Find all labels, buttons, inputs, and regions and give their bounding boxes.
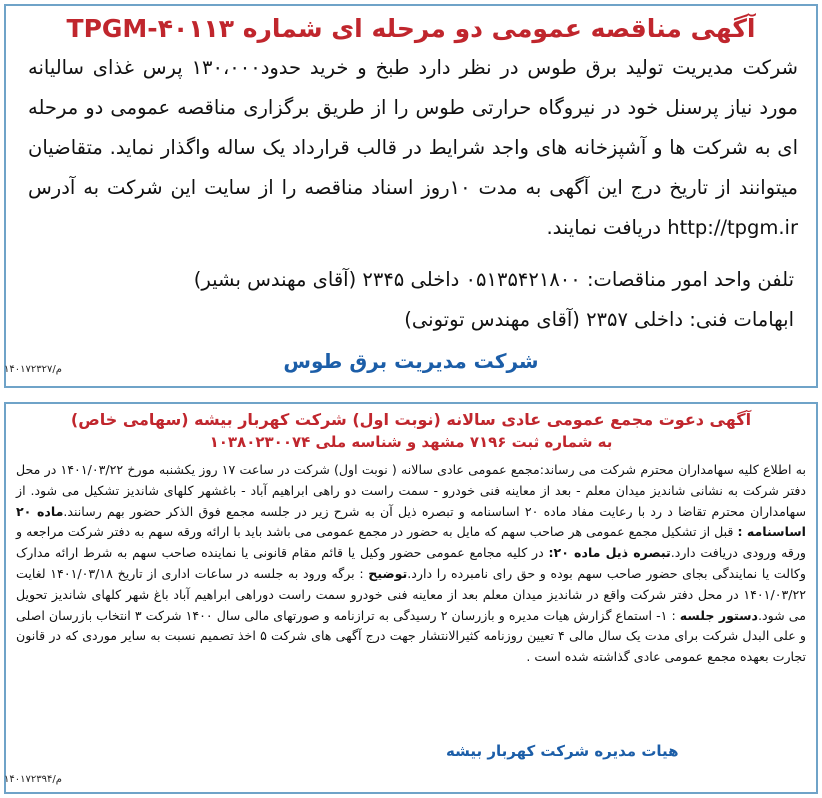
assembly-title: آگهی دعوت مجمع عمومی عادی سالانه (نوبت اول) شرکت کهربار بیشه (سهامی خاص) [70,410,752,429]
assembly-body [16,460,806,668]
article-20-label: ماده ۲۰ اساسنامه : [16,503,806,540]
assembly-intro: به اطلاع کلیه سهامداران محترم شرکت می رساند:مجمع عمومی عادی سالانه ( نوبت اول) شرکت در ساعت ۱۷ روز یکشنبه مورخ ۱۴۰۱/۰۳/۲۲ در محل دفتر شرکت به نشانی شاندیز میدان معلم - بعد از معاینه فنی خودرو - سمت راست دو راهی ابراهیم آباد - باغشهر کلهای شاندیز تشکیل می شود. از سهامداران محترم تقاضا د رد با رعایت مفاد ماده ۲۰ اساسنامه و تبصره ذیل آن به شرح زیر در جلسه مجمع فوق الذکر حضور بهم رسانند. [16,462,807,519]
assembly-subtitle: به شماره ثبت ۷۱۹۶ مشهد و شناسه ملی ۱۰۳۸۰۲۳۰۰۷۴ [209,433,613,451]
explanation-label: توضیح [368,565,408,581]
agenda-label: دستور جلسه [679,607,759,623]
tender-contacts [28,260,794,340]
agenda-text: : ۱- استماع گزارش هیات مدیره و بازرسان ۲ رسیدگی به ترازنامه و صورتهای مالی سال ۱۴۰۰ شرکت ۳ انتخاب بازرسان اصلی و علی البدل شرکت برای مدت یک سال مالی ۴ تعیین روزنامه کثیرالانتشار جهت درج آگهی های شرکت ۵ اخذ تصمیم نسبت به سایر موردی که در قانون تجارت بعهده مجمع عمومی عادی گذاشته شده است . [16,607,806,665]
tender-title: آگهی مناقصه عمومی دو مرحله ای شماره ۴۰۱۱۳-TPGM [66,14,756,43]
assembly-ad-code: ۱۴۰۱۷۲۳۹۴/م [4,774,62,785]
note-article-20-label: تبصره ذیل ماده ۲۰: [548,545,671,561]
explanation-text: : برگه ورود به جلسه در ساعات اداری از تاریخ ۱۴۰۱/۰۳/۱۸ لغایت ۱۴۰۱/۰۳/۲۲ در محل دفتر شرکت واقع در شاندیز میدان معلم بعد از معاینه فنی خودرو سمت راست دوراهی ابراهیم آباد باغ شهر کلهای شاندیز تحویل می شود. [16,565,806,623]
tender-body-text: شرکت مدیریت تولید برق طوس در نظر دارد طبخ و خرید حدود۱۳۰،۰۰۰ پرس غذای سالیانه مورد نیاز پرسنل خود در نیروگاه حرارتی طوس را از طریق برگزاری مناقصه عمومی دو مرحله ای به شرکت ها و آشپزخانه های واجد شرایط در قالب قرارداد یک ساله واگذار نماید. متقاضیان میتوانند از تاریخ درج این آگهی به مدت ۱۰روز اسناد مناقصه را از سایت این شرکت به آدرس http://tpgm.ir دریافت نمایند. [28,56,798,239]
technical-contact: ابهامات فنی: داخلی ۲۳۵۷ (آقای مهندس توتونی) [404,308,794,331]
assembly-signature: هیات مدیره شرکت کهربار بیشه [446,742,679,760]
tender-signature: شرکت مدیریت برق طوس [283,349,539,373]
tender-ad-code: ۱۴۰۱۷۲۳۲۷/م [4,364,62,375]
tender-ad [4,4,818,388]
tender-body [28,48,798,248]
tender-contact-phone: تلفن واحد امور مناقصات: ۰۵۱۳۵۴۲۱۸۰۰ داخلی ۲۳۴۵ (آقای مهندس بشیر) [193,268,794,291]
assembly-ad [4,402,818,794]
article-20-text: قبل از تشکیل مجمع عمومی هر صاحب سهم که مایل به حضور در مجمع عمومی می باشد باید با ارائه ورقه سهم به دفتر شرکت مراجعه و ورقه ورودی دریافت دارد. [16,524,807,561]
note-article-20-text: در کلیه مجامع عمومی حضور وکیل یا قائم مقام قانونی یا نماینده صاحب سهم به شرط ارائه مدارک وکالت یا نمایندگی بجای حضور صاحب سهم بوده و حق رای نامبرده را دارد. [16,545,806,581]
